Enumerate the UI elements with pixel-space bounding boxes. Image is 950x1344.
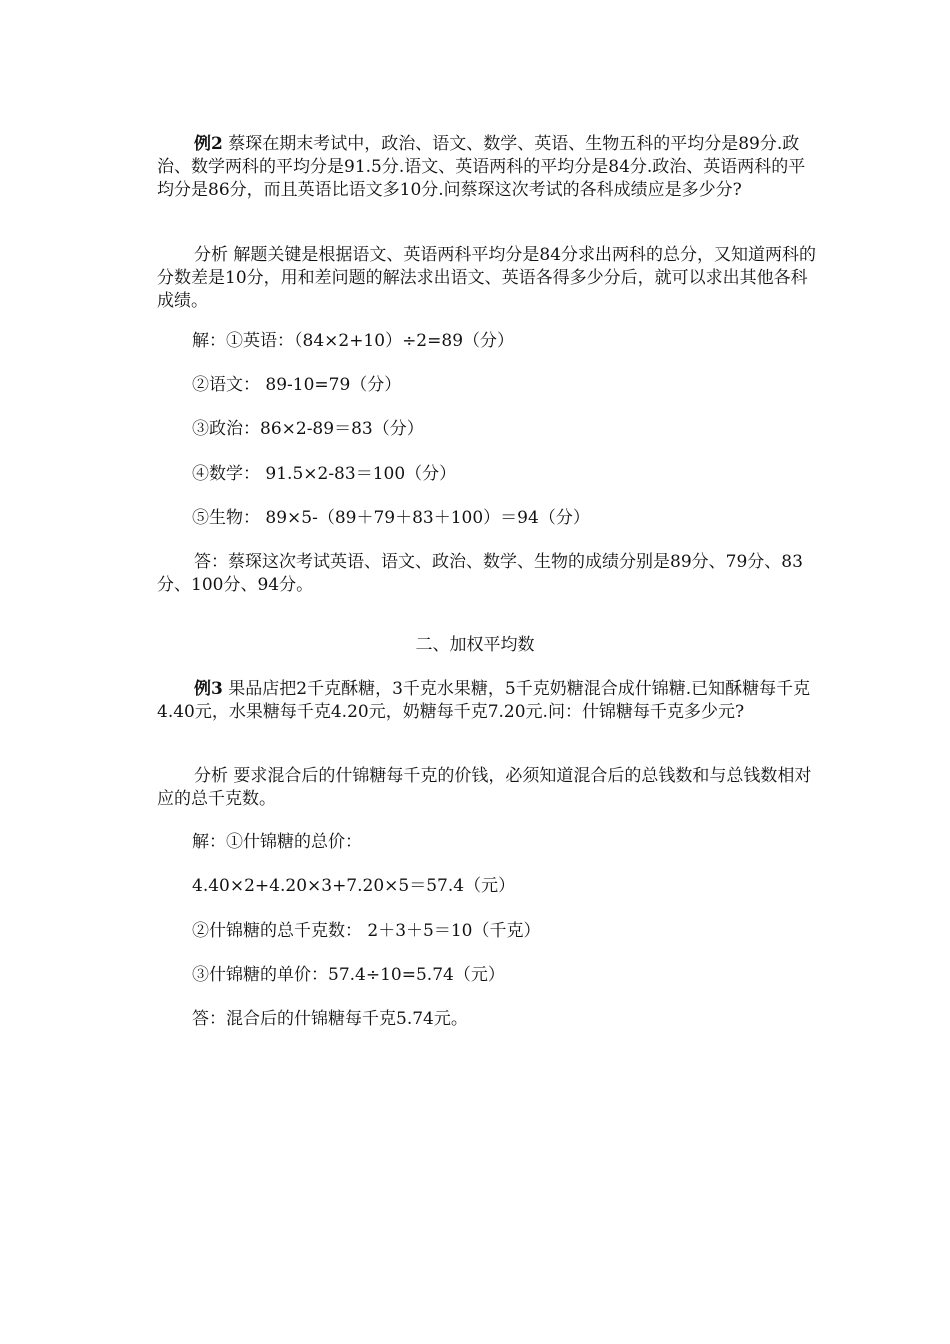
- example2-step4: ④数学： 91.5×2-83＝100（分）: [192, 464, 457, 484]
- example3-label: 例3: [194, 679, 223, 699]
- example3-question-text: 果品店把2千克酥糖，3千克水果糖，5千克奶糖混合成什锦糖.已知酥糖每千克4.40元，水果糖每千克4.20元，奶糖每千克7.20元.问：什锦糖每千克多少元?: [157, 679, 811, 722]
- example2-step2: ②语文： 89-10=79（分）: [192, 375, 402, 395]
- example3-answer: 答：混合后的什锦糖每千克5.74元。: [192, 1009, 468, 1029]
- example3-step1-calc: 4.40×2+4.20×3+7.20×5＝57.4（元）: [192, 876, 516, 896]
- example2-question-text: 蔡琛在期末考试中，政治、语文、数学、英语、生物五科的平均分是89分.政治、数学两科的平均分是91.5分.语文、英语两科的平均分是84分.政治、英语两科的平均分是86分，而且英语比语文多10分.问蔡琛这次考试的各科成绩应是多少分?: [157, 134, 806, 200]
- example2-step3: ③政治：86×2-89＝83（分）: [192, 419, 424, 439]
- example3-question: [157, 678, 817, 724]
- example2-label: 例2: [194, 134, 223, 154]
- example2-step5: ⑤生物： 89×5-（89＋79＋83＋100）＝94（分）: [192, 508, 590, 528]
- example3-step1: 解：①什锦糖的总价：: [192, 832, 362, 852]
- example2-question: [157, 133, 817, 202]
- example2-answer: 答：蔡琛这次考试英语、语文、政治、数学、生物的成绩分别是89分、79分、83分、100分、94分。: [157, 552, 803, 595]
- example3-step3: ③什锦糖的单价：57.4÷10=5.74（元）: [192, 965, 505, 985]
- example2-step1: 解：①英语：（84×2+10）÷2=89（分）: [192, 331, 515, 351]
- example3-analysis: 分析 要求混合后的什锦糖每千克的价钱，必须知道混合后的总钱数和与总钱数相对应的总千克数。: [157, 766, 812, 809]
- example3-step2: ②什锦糖的总千克数： 2＋3＋5＝10（千克）: [192, 921, 541, 941]
- section-title: 二、加权平均数: [415, 635, 535, 655]
- example2-analysis: 分析 解题关键是根据语文、英语两科平均分是84分求出两科的总分，又知道两科的分数差是10分，用和差问题的解法求出语文、英语各得多少分后，就可以求出其他各科成绩。: [157, 245, 817, 311]
